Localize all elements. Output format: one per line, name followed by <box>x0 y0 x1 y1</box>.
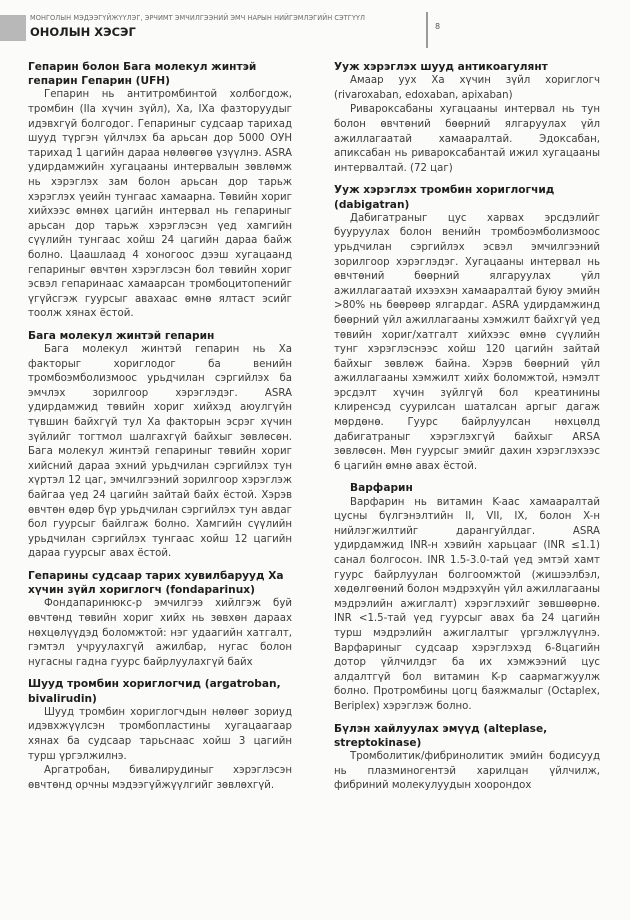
paragraph: Гепарин нь антитромбинтой холбогдож, тромбин (IIa хүчин зүйл), Xa, IXa фазторуудыг идэвхгүй болгодог. Гепариныг судсаар тарихад шууд түргэн үйлчлэх ба арьсан дор 5000 ОУН тарихад 1 цагийн дараа нөлөөгөө үзүүлнэ. ASRA удирдамжийн хугацааны интервалын зөвлөмж нь хэрэглэх зам болон арьсан дор тарьж хэрэглэх үеийн тунгаас хамаарна. Төвийн хориг хийхээс өмнөх цагийн интервал нь гепариныг арьсан дор тарьж хэрэглэсэн үед хамгийн сүүлийн тунгаас хойш 24 цагийн дараа байж болно. Цаашлаад 4 хоногоос дээш хугацаанд гепариныг өвчтөн хэрэглэсэн бол төвийн хориг эсвэл гепаринаас хамаарсан тромбоцитопенийг үгүйсгэж гуурсыг авахаас өмнө ялтаст эсийг тоолж хянах ёстой. <box>28 89 292 320</box>
paragraph: Дабигатраныг цус харвах эрсдэлийг бууруулах болон венийн тромбоэмболизмоос урьдчилан сэргийлэх эсвэл эмчилгээний зорилгоор хэрэглэдэг. Хугацааны интервал нь өвчтөний бөөрний ялгаруулах үйл ажиллагаатай ихээхэн хамааралтай буюу эмийн >80% нь бөөрөөр ялгардаг. ASRA удирдамжинд бөөрний үйл ажиллагааны хэмжилт байхгүй үед төвийн хориг/хатгалт хийхээс өмнө сүүлийн тунг хэрэглэснээс хойш 120 цагийн зайтай байхыг зөвлөж байна. Хэрэв бөөрний үйл ажиллагааны хэмжилт хийх боломжтой, нэмэлт эрсдэлт хүчин зүйлгүй бол креатинины клиренсэд суурилсан шаталсан аргыг дагаж мөрдөнө. Гуурс байрлуулсан нөхцөлд дабигатраныг хэрэглэхгүй байхыг ARSA зөвлөсөн. Мөн гуурсыг эмийг дахин хэрэглэхээс 6 цагийн өмнө авах ёстой. <box>334 212 600 472</box>
section-heading: Гепарин болон Бага молекул жинтэй гепарин Гепарин (UFH) <box>28 61 257 88</box>
section-heading: Шууд тромбин хориглогчид (argatroban, bivalirudin) <box>28 678 281 705</box>
section-lmwh <box>28 329 292 562</box>
header-divider <box>426 12 428 48</box>
paragraph: Варфарин нь витамин K-аас хамааралтай цусны бүлгэнэлтийн II, VII, IX, болон X-н нийлэгжилтийг дарангуйлдаг. ASRA удирдамжид INR-н хэвийн харьцааг (INR ≤1.1) санал болгосон. INR 1.5-3.0-тай үед эмтэй хамт гуурс байрлуулан болгоомжтой (жишээлбэл, хөдөлгөөний болон мэдрэхүйн үйл ажиллагааны мэдрэлийн ажиглалт) хэрэглэхийг зөвшөөрнө. INR <1.5-тай үед гуурсыг авах ба 24 цагийн турш мэдрэлийн ажиглалтыг үргэлжлүүлнэ. Варфариныг судсаар хэрэглэхэд 6-8цагийн дотор үйлчилдэг ба их хэмжээний цус алдалтгүй бол витамин K-р саармагжуулж болно. Протромбины цогц баяжмалыг (Octaplex, Beriplex) хэрэглэж болно. <box>334 496 600 712</box>
paragraph: Бага молекул жинтэй гепарин нь Xa факторыг хориглодог ба венийн тромбоэмболизмоос урьдчилан сэргийлэх ба эмчлэх зорилгоор хэрэглэдэг. ASRA удирдамжид төвийн хориг хийхэд аюулгүйн түвшин байхгүй тул Xa факторын эсрэг хүчин зүйлийг тогтмол шалгахгүй байхыг зөвлөсөн. Бага молекул жинтэй гепариныг төвийн хориг хийсний дараа эхний урьдчилан сэргийлэх тун хүртэл 12 цаг, эмчилгээний зорилгоор хэрэглэж байгаа үед 24 цагийн зайтай байх ёстой. Хэрэв өвчтөн өдөр бүр урьдчилан сэргийлэх тун авдаг бол гуурсыг байлгаж болно. Хамгийн сүүлийн урьдчилан сэргийлэх тунгаас хойш 12 цагийн дараа гуурсыг авах ёстой. <box>28 344 292 560</box>
paragraph: Тромболитик/фибринолитик эмийн бодисууд нь плазминогентэй харилцан үйлчилж, фибриний молекулуудын хоорондох <box>334 750 600 792</box>
left-column <box>28 60 292 800</box>
section-heading: Ууж хэрэглэх тромбин хориглогчид (dabigatran) <box>334 184 555 211</box>
section-heading: Бага молекул жинтэй гепарин <box>28 329 215 342</box>
section-oral-anticoagulants <box>334 60 600 176</box>
journal-name: МОНГОЛЫН МЭДЭЭГҮЙЖҮҮЛЭГ, ЭРЧИМТ ЭМЧИЛГЭЭНИЙ ЭМЧ НАРЫН НИЙГЭМЛЭГИЙН СЭТГҮҮЛ <box>30 14 365 22</box>
paragraph: Амаар уух Xa хүчин зүйл хориглогч (rivaroxaban, edoxaban, apixaban) <box>334 75 600 101</box>
section-heading: Варфарин <box>350 482 413 495</box>
section-title: ОНОЛЫН ХЭСЭГ <box>30 25 136 39</box>
section-direct-thrombin-inhibitors <box>28 677 292 793</box>
section-fondaparinux <box>28 569 292 670</box>
section-thrombolytics <box>334 722 600 794</box>
header-gray-block <box>0 15 26 41</box>
paragraph: Ривароксабаны хугацааны интервал нь тун болон өвчтөний бөөрний ялгаруулах үйл ажиллагаатай хамааралтай. Эдоксабан, апиксабан нь ривароксабантай ижил хугацааны интервалтай. (72 цаг) <box>334 104 600 174</box>
section-warfarin <box>334 481 600 714</box>
paragraph: Аргатробан, бивалирудиныг хэрэглэсэн өвчтөнд орчны мэдээгүйжүүлгийг зөвлөхгүй. <box>28 765 292 791</box>
section-heading: Бүлэн хайлуулах эмүүд (alteplase, streptokinase) <box>334 722 548 749</box>
right-column <box>334 60 600 801</box>
page-header <box>0 0 630 50</box>
section-heparin <box>28 60 292 322</box>
section-heading: Ууж хэрэглэх шууд антикоагулянт <box>334 61 548 73</box>
paragraph: Шууд тромбин хориглогчдын нөлөөг зориуд идэвхжүүлсэн тромбопластины хугацаагаар хянах ба судсаар тарьснаас хойш 3 цагийн турш үргэлжилнэ. <box>28 706 292 762</box>
section-dabigatran <box>334 183 600 474</box>
paragraph: Фондапаринюкс-р эмчилгээ хийлгэж буй өвчтөнд төвийн хориг хийх нь зөвхөн дараах нөхцөлүүдэд боломжтой: нэг удаагийн хатгалт, гэмтэл учруулахгүй ажилбар, нугас болон нугасны гадна гуурс байрлуулахгүй байх <box>28 598 292 668</box>
section-heading: Гепарины судсаар тарих хувилбарууд Xa хүчин зүйл хориглогч (fondaparinux) <box>28 570 284 597</box>
page-number: 8 <box>435 22 441 31</box>
